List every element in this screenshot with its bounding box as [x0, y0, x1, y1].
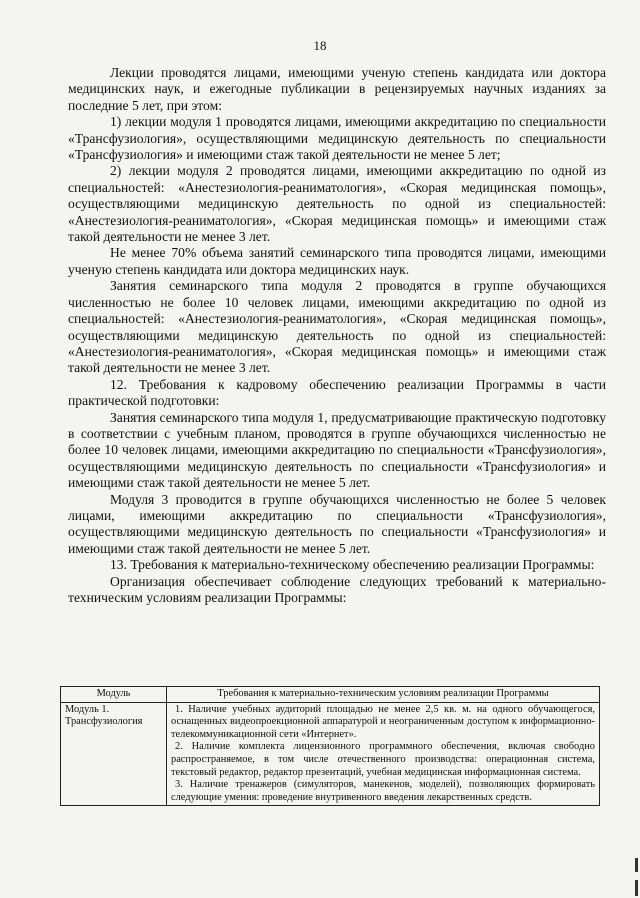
table-cell-module: Модуль 1. Трансфузиология	[61, 702, 167, 806]
scan-edge-mark	[635, 880, 638, 896]
document-body	[68, 65, 606, 606]
paragraph: 2) лекции модуля 2 проводятся лицами, имеющими аккредитацию по одной из специальностей: «Анестезиология-реаниматология», «Скорая медицинская помощь», осуществляющими медицинскую деятельность по одной из специальностей: «Анестезиология-реаниматология», «Скорая медицинская помощь» и имеющими стаж такой деятельности не менее 3 лет.	[68, 163, 606, 245]
requirements-table	[60, 686, 600, 806]
table-row	[61, 702, 600, 806]
paragraph: Лекции проводятся лицами, имеющими ученую степень кандидата или доктора медицинских наук, и ежегодные публикации в рецензируемых научных изданиях за последние 5 лет, при этом:	[68, 65, 606, 113]
section-heading: 12. Требования к кадровому обеспечению реализации Программы в части практической подготовки:	[68, 376, 606, 409]
requirement-item: 1. Наличие учебных аудиторий площадью не менее 2,5 кв. м. на одного обучающегося, оснащенных видеопроекционной аппаратурой и неограниченным доступом к информационно-телекоммуникационной сети «Интернет».	[171, 703, 595, 740]
page-number: 18	[313, 38, 327, 53]
paragraph: 1) лекции модуля 1 проводятся лицами, имеющими аккредитацию по специальности «Трансфузиология», осуществляющими медицинскую деятельность по специальности «Трансфузиология» и имеющими стаж такой деятельности не менее 5 лет;	[68, 114, 606, 163]
paragraph: Организация обеспечивает соблюдение следующих требований к материально-техническим условиям реализации Программы:	[68, 573, 606, 605]
paragraph: Занятия семинарского типа модуля 2 проводятся в группе обучающихся численностью не более 10 человек лицами, имеющими аккредитацию по одной из специальностей: «Анестезиология-реаниматология», «Скорая медицинская помощь», осуществляющими медицинскую деятельность по одной из специальностей: «Анестезиология-реаниматология», «Скорая медицинская помощь» и имеющими стаж такой деятельности не менее 3 лет.	[68, 278, 606, 376]
section-heading: 13. Требования к материально-техническому обеспечению реализации Программы:	[110, 557, 595, 573]
paragraph: Не менее 70% объема занятий семинарского типа проводятся лицами, имеющими ученую степень кандидата или доктора медицинских наук.	[68, 245, 606, 277]
table-header-row	[61, 687, 600, 703]
table-cell-requirements	[167, 702, 600, 806]
requirement-item: 3. Наличие тренажеров (симуляторов, манекенов, моделей), позволяющих формировать следующие умения: проведение внутривенного введения лекарственных средств.	[171, 779, 595, 803]
paragraph: Занятия семинарского типа модуля 1, предусматривающие практическую подготовку в соответствии с учебным планом, проводятся в группе обучающихся численностью не более 10 человек лицами, имеющими аккредитацию по специальности «Трансфузиология», осуществляющими медицинскую деятельность по специальности «Трансфузиология» и имеющими стаж такой деятельности не менее 5 лет.	[68, 409, 606, 491]
paragraph: Модуля 3 проводится в группе обучающихся численностью не более 5 человек лицами, имеющими аккредитацию по специальности «Трансфузиология», осуществляющими медицинскую деятельность по специальности «Трансфузиология» и имеющими стаж такой деятельности не менее 5 лет.	[68, 491, 606, 556]
scan-edge-mark	[635, 858, 638, 872]
table-header-module: Модуль	[61, 687, 167, 703]
requirement-item: 2. Наличие комплекта лицензионного программного обеспечения, включая свободно распространяемое, в том числе отечественного производства: операционная система, текстовый редактор, редактор презентаций, учебная медицинская информационная система.	[171, 741, 595, 778]
table-header-requirements: Требования к материально-техническим условиям реализации Программы	[167, 687, 600, 703]
